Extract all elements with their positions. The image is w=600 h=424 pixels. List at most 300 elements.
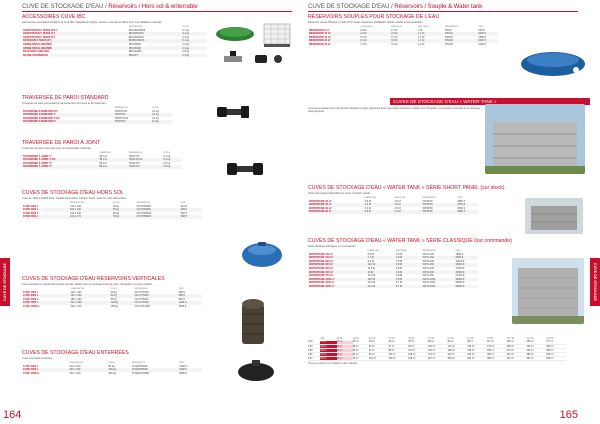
col-header: POIDS xyxy=(110,287,118,290)
cell: CUVE 5000 L xyxy=(23,297,39,301)
cell: WTCL200 xyxy=(422,259,434,263)
grid-cell: 2,29 xyxy=(308,345,320,349)
cell: TRAVERSÉE STANDARD 1"1/2 xyxy=(23,116,60,120)
cell: ADAPTATEUR F S60X6 (3/4") xyxy=(23,28,58,32)
cell: WTCL400 xyxy=(422,267,434,271)
cell: CUVHS5000 xyxy=(136,215,180,219)
cell: WTCL1000 xyxy=(422,278,455,282)
cell: CUVE 3000 L xyxy=(23,211,39,215)
grid-col-header: 3 M xyxy=(320,337,325,340)
grid-cell: 10 m³ xyxy=(320,341,336,345)
left-header-sub: Réservoirs / Hors sol & enterrable xyxy=(108,3,198,10)
grid-cell: 44 m³ xyxy=(389,341,409,345)
cell: ADAPTATEUR F S60X6 (2") xyxy=(23,35,56,39)
cell: 210 x 140 xyxy=(70,211,82,215)
cell: 0,1 kg xyxy=(151,113,172,117)
cell: CUVVT1500 xyxy=(134,290,149,294)
grid-cell: 467 m³ xyxy=(526,357,546,361)
cell: TRAVERSÉE À JOINT 1"1/2 xyxy=(22,158,98,162)
cell: 18,3 M xyxy=(367,278,395,282)
plug-image xyxy=(272,54,284,64)
cell: 78 kg xyxy=(112,215,136,219)
cell: TRAVST2 xyxy=(114,120,151,124)
cell: 10,1 M xyxy=(367,263,395,267)
flexible-tank-image xyxy=(215,22,255,42)
grid-row xyxy=(308,357,566,361)
cell: 1090 € xyxy=(477,32,498,36)
grid-cell: 38 m³ xyxy=(353,345,369,349)
grid-cell: 32 m³ xyxy=(320,357,336,361)
cell: CUVE 1000 L xyxy=(23,204,39,208)
grid-cell: 104 m³ xyxy=(428,345,448,349)
cell: 55900 € xyxy=(455,285,479,289)
cell: 240 x 270 xyxy=(70,305,82,309)
cell: 3,8 M xyxy=(364,199,371,203)
cell: CUVENT5000 xyxy=(131,368,178,372)
table-row xyxy=(22,372,202,376)
grid-cell: 176 m³ xyxy=(487,345,507,349)
grid-cell: 274 m³ xyxy=(507,349,527,353)
cell: TRAVERSÉE À JOINT 3" xyxy=(22,165,98,169)
grid-cell: 267 m³ xyxy=(546,345,566,349)
grid-cell: 389 m³ xyxy=(526,353,546,357)
cell: 210 x 250 xyxy=(70,301,110,305)
cell: CUVENT3000 xyxy=(131,364,148,368)
capacity-table xyxy=(308,337,566,361)
table-row xyxy=(22,165,182,169)
right-side-tab: CUVE DE STOCKAGE xyxy=(590,258,600,306)
table-row xyxy=(308,43,498,47)
cell: WTSP90 xyxy=(422,210,457,214)
cell: 4750 € xyxy=(456,203,478,207)
table-row xyxy=(22,305,202,309)
cell: 120 x 160 xyxy=(70,290,82,294)
section-title: CUVES DE STOCKAGE D'EAU HORS SOL xyxy=(22,190,124,196)
grid-cell: 177 m³ xyxy=(546,341,566,345)
cell: TRAVST112 xyxy=(114,116,129,120)
cell: WATERTANK 60 m³ xyxy=(309,206,332,210)
col-header: RÉFÉRENCE xyxy=(114,106,129,109)
grid-cell: 1,52 xyxy=(308,341,320,345)
grid-cell: 297 m³ xyxy=(467,357,487,361)
col-header: RÉFÉRENCE xyxy=(128,25,143,28)
section-title: RÉSERVOIRS SOUPLES POUR STOCKAGE DE L'EAU xyxy=(308,14,440,20)
cell: TRAVST34 xyxy=(114,109,128,113)
col-header: PRIX xyxy=(178,287,184,290)
cell: RÉSERVOIR 5 m³ xyxy=(309,28,330,32)
grid-cell: 136 m³ xyxy=(507,341,527,345)
grid-cell: 3,05 xyxy=(308,349,320,353)
cell: 89 mm xyxy=(98,165,128,169)
table-row xyxy=(308,285,478,289)
cell: 150 x 200 xyxy=(70,294,110,298)
col-header: POIDS xyxy=(163,151,171,154)
section-watertank-desc xyxy=(308,106,483,113)
section-above-ground xyxy=(22,190,222,219)
grid-cell: 534 m³ xyxy=(546,357,566,361)
col-header: RÉFÉRENCE xyxy=(136,201,151,204)
cell: 240 x 170 xyxy=(69,215,112,219)
cell: 140 kg xyxy=(107,368,130,372)
cell: CUVVT3000 xyxy=(134,294,178,298)
col-header: RÉFÉRENCE xyxy=(131,361,146,364)
cell: 0,1 kg xyxy=(163,154,171,158)
cell: 4,1 M xyxy=(391,43,398,47)
col-header: DIAMÈTRE xyxy=(99,151,111,154)
col-header: POIDS xyxy=(112,201,120,204)
cell: IBCAD60X62 xyxy=(128,35,144,39)
cell: 2,1 kg xyxy=(181,46,207,50)
cell: 3,5 M xyxy=(390,39,417,43)
cell: TRAVERSÉE À JOINT 1" xyxy=(23,154,52,158)
grid-col-header: 4,6 M xyxy=(352,337,359,340)
cell: 1,1 M xyxy=(418,35,425,39)
cell: CUVVT7500 xyxy=(134,301,178,305)
cell: 21,2 M xyxy=(367,285,395,289)
cell: TRAVERSÉE STANDARD 1" xyxy=(22,113,114,117)
grid-col-header: 9,9 M xyxy=(487,337,493,340)
cell: 3,8 M xyxy=(395,270,422,274)
cell: WATERTANK 90 m³ xyxy=(308,210,364,214)
grid-cell: 235 m³ xyxy=(487,349,507,353)
section-wall-standard xyxy=(22,95,212,124)
cell: RSV10 xyxy=(444,32,477,36)
cell: WTCL150 xyxy=(422,256,455,260)
cell: 0,2 kg xyxy=(162,158,182,162)
cell: 5490 € xyxy=(457,206,465,210)
cell: 52 kg xyxy=(110,294,134,298)
cell: 44500 € xyxy=(455,281,465,285)
vertical-table xyxy=(22,287,202,308)
cell: RÉSERVOIR 15 m³ xyxy=(309,35,331,39)
grid-col-header: 6,1 M xyxy=(388,337,395,340)
grid-cell: 63 m³ xyxy=(353,353,369,357)
right-header-main: CUVE DE STOCKAGE D'EAU / xyxy=(308,3,393,10)
cell: WATERTANK 500 m³ xyxy=(308,270,367,274)
cell: 2,5 M xyxy=(394,199,401,203)
section-desc: Traversée de paroi avec joint pour une étanchéité renforcée. xyxy=(22,147,92,150)
section-title: CUVES DE STOCKAGE D'EAU RÉSERVOIRS VERTICALES xyxy=(22,276,165,282)
col-header: LARGEUR xyxy=(391,25,402,28)
wall-standard-table xyxy=(22,106,172,124)
cell: WATERTANK 750 m³ xyxy=(309,274,334,278)
cell: CUVE 10000 L xyxy=(23,305,40,309)
cell: CUVE 10000 L xyxy=(23,371,40,375)
cell: 85 kg xyxy=(110,297,117,301)
cell: 2,5 M xyxy=(393,210,421,214)
cell: WATERTANK 30 m³ xyxy=(309,199,332,203)
cell: 5,7 M xyxy=(395,281,403,285)
cell: 2,9 M xyxy=(360,28,367,32)
right-header-sub: Réservoirs / Souple & Water tank xyxy=(394,3,483,10)
cell: RÉSERVOIR 30 m³ xyxy=(309,43,331,47)
cell: 13 M xyxy=(367,270,395,274)
cell: 120 kg xyxy=(110,301,134,305)
cell: WTSP60 xyxy=(422,206,433,210)
grid-col-header: 12,2 M xyxy=(546,337,554,340)
cell: 4,6 M xyxy=(364,203,394,207)
section-wall-joint xyxy=(22,140,212,169)
grid-cell: 352 m³ xyxy=(487,357,507,361)
left-header xyxy=(22,3,198,10)
cell: CUVE 2000 L xyxy=(22,208,69,212)
left-page-number: 164 xyxy=(3,409,22,421)
grid-cell: 445 m³ xyxy=(546,353,566,357)
grid-cell: 17 m³ xyxy=(337,341,353,345)
section-desc: Cuve verticale en polyéthylène haute densité. Idéale pour le stockage d'eau de pluie, d'irrigation ou d'eau potable. xyxy=(22,283,153,286)
cell: 0,1 kg xyxy=(181,32,207,36)
grid-col-header: 11,4 M xyxy=(526,337,534,340)
wall-passage-image xyxy=(215,103,251,121)
col-header: DIMENSIONS xyxy=(70,201,84,204)
blue-tank-image xyxy=(240,240,284,270)
right-page-number: 165 xyxy=(559,409,578,421)
grid-cell: 411 m³ xyxy=(507,357,527,361)
col-header: HAUTEUR xyxy=(394,196,406,199)
cell: IBCFILT xyxy=(128,54,181,58)
grid-cell: 69 m³ xyxy=(428,341,448,345)
cell: CUVVT10000 xyxy=(134,305,151,309)
grid-cell: 50 m³ xyxy=(353,349,369,353)
cell: 0,2 kg xyxy=(151,116,159,120)
col-header: POIDS xyxy=(182,25,190,28)
ibc-table xyxy=(22,25,207,57)
table-row xyxy=(22,215,202,219)
cell: IBCBOU60X6 xyxy=(128,39,181,43)
grid-cell: 3,81 xyxy=(308,353,320,357)
col-header: RÉFÉRENCE xyxy=(445,25,459,28)
cell: WATERTANK 200 m³ xyxy=(309,259,334,263)
cell: 1245 € xyxy=(178,301,202,305)
grid-cell: 101 m³ xyxy=(369,357,389,361)
section-desc: Cuve de 1000 à 10000 litres. Qualité alimentaire. Couleur bleue, verte ou noire disponibles. xyxy=(22,197,127,200)
adapter-image xyxy=(254,53,268,65)
grid-cell: 43 m³ xyxy=(337,353,353,357)
col-header: DIMENSIONS xyxy=(69,361,84,364)
col-header: POIDS xyxy=(108,361,116,364)
cell: 11,6 M xyxy=(367,267,376,271)
cell: 1,1 M xyxy=(417,32,444,36)
cell: CUVE 1500 L xyxy=(23,290,39,294)
cell: 489 € xyxy=(180,208,202,212)
cell: 60 mm xyxy=(99,161,108,165)
vertical-tank-image xyxy=(238,296,268,346)
section-title: CUVES DE STOCKAGE D'EAU « WATER TANK » SÉRIE CLASSIQUE (sur commande) xyxy=(308,238,512,244)
grid-cell: 67 m³ xyxy=(389,345,409,349)
grid-cell: 4,57 xyxy=(308,357,320,361)
cell: TRAVJT3 xyxy=(128,165,162,169)
cell: TRAVERSÉE À JOINT 2" xyxy=(23,161,52,165)
grid-cell: 50 m³ xyxy=(369,345,389,349)
cell: 3,8 M xyxy=(395,259,403,263)
col-header: POIDS xyxy=(151,106,159,109)
capacity-grid xyxy=(308,337,566,365)
cell: CUVE 5000 L xyxy=(22,215,69,219)
cell: CUVE 7500 L xyxy=(22,301,70,305)
section-title: CUVES DE STOCKAGE D'EAU « WATER TANK » SÉRIE SHORT PANEL (sur stock) xyxy=(308,185,505,191)
grid-cell: 166 m³ xyxy=(408,357,428,361)
cell: 18 kg xyxy=(112,204,119,208)
cell: 0,1 kg xyxy=(181,39,207,43)
cell: 3,8 M xyxy=(395,274,403,278)
valve-image xyxy=(222,50,244,66)
section-buried xyxy=(22,350,222,375)
cell: RSV20 xyxy=(444,39,477,43)
grid-cell: 25 m³ xyxy=(353,341,369,345)
cell: 1,2 M xyxy=(418,43,425,47)
cell: 2,4 M xyxy=(391,28,398,32)
cell: CUVHS1000 xyxy=(136,204,151,208)
col-header: PRIX xyxy=(455,249,461,252)
cell: 1,1 M xyxy=(417,39,444,43)
cell: WTSP45 xyxy=(422,203,457,207)
cell: 5,3 M xyxy=(364,206,371,210)
cell: 260 kg xyxy=(108,371,116,375)
cell: 2,9 M xyxy=(390,32,417,36)
col-header: LONGUEUR xyxy=(360,25,373,28)
grid-cell: 138 m³ xyxy=(428,349,448,353)
cell: 385 € xyxy=(178,290,185,294)
cell: CUVHS2000 xyxy=(136,208,180,212)
cell: RÉSERVOIR 20 m³ xyxy=(308,39,359,43)
cell: 3,8 M xyxy=(395,256,422,260)
cell: 0,1 kg xyxy=(182,28,190,32)
short-panel-table xyxy=(308,196,478,214)
grid-cell: 111 m³ xyxy=(408,349,428,353)
cell: 5,8 M xyxy=(367,252,374,256)
cell: 7,3 M xyxy=(360,43,367,47)
cell: RSV30 xyxy=(445,43,453,47)
cell: 1,2 kg xyxy=(182,43,190,47)
cell: 7850 € xyxy=(455,252,464,256)
cell: 2,5 M xyxy=(394,206,401,210)
cell: BOUCHON F S60X6 (2") xyxy=(22,39,128,43)
cell: WATERTANK 1500 m³ xyxy=(309,281,335,285)
section-banner: CUVES DE STOCKAGE D'EAU « WATER-TANK » xyxy=(390,98,590,105)
grid-cell: 311 m³ xyxy=(526,349,546,353)
grid-cell: 55 m³ xyxy=(408,341,428,345)
grid-note: Tous les volumes sont indiqués à titre indicatif. xyxy=(308,362,358,365)
grid-cell: 76 m³ xyxy=(353,357,369,361)
cell: 180 x 230 xyxy=(70,297,82,301)
col-header: PRIX xyxy=(457,196,463,199)
grid-cell: 33 m³ xyxy=(369,341,389,345)
col-header: PRIX xyxy=(478,25,484,28)
cell: 3890 € xyxy=(457,199,465,203)
cell: 1380 € xyxy=(478,35,486,39)
cell: 3,8 M xyxy=(395,278,422,282)
right-header-rule xyxy=(308,11,578,12)
grid-cell: 84 m³ xyxy=(369,353,389,357)
grid-col-header: 7,6 M xyxy=(427,337,434,340)
flexible-bladder-image xyxy=(518,42,588,78)
buried-table xyxy=(22,361,202,375)
cell: 15,9 M xyxy=(367,274,376,278)
section-desc: Série classique fabriquée sur commande. xyxy=(308,245,356,248)
section-title: CUVES DE STOCKAGE D'EAU ENTERRÉES xyxy=(22,350,129,356)
section-desc: Réservoir souple fabriqué en toile PVC haute résistance. Installation rapide, pliable et transportable. xyxy=(308,21,423,24)
cell: 6,8 M xyxy=(364,210,394,214)
grid-cell: 207 m³ xyxy=(428,357,448,361)
cell: 0,2 kg xyxy=(182,35,190,39)
cell: 27400 € xyxy=(455,274,465,278)
grid-cell: 133 m³ xyxy=(389,357,409,361)
cell: 20900 € xyxy=(455,270,479,274)
cell: WTCL100 xyxy=(422,252,434,256)
buried-tank-image xyxy=(236,358,276,382)
cell: IBCAD60X61 xyxy=(128,32,181,36)
cell: WATERTANK 400 m³ xyxy=(309,267,334,271)
grid-cell: 27 m³ xyxy=(320,353,336,357)
cell: 240 x 190 xyxy=(68,368,107,372)
grid-cell: 89 m³ xyxy=(389,349,409,353)
cell: 1590 € xyxy=(178,305,187,309)
grid-cell: 253 m³ xyxy=(448,357,468,361)
cell: 3,8 M xyxy=(395,263,422,267)
grid-cell: 342 m³ xyxy=(507,353,527,357)
col-header: DIAMÈTRE xyxy=(364,196,376,199)
right-page xyxy=(300,0,600,424)
cell: 210 x 160 xyxy=(69,364,81,368)
grid-cell: 211 m³ xyxy=(448,353,468,357)
cell: 0,5 kg xyxy=(162,165,182,169)
cell: 165 kg xyxy=(110,305,119,309)
cell: CUVE 5000 L xyxy=(22,368,68,372)
cell: VANNE PAPILLON DN80 xyxy=(22,46,128,50)
cell: WTCL500 xyxy=(422,270,455,274)
cell: 18,3 M xyxy=(367,281,376,285)
grid-cell: 21 m³ xyxy=(320,349,336,353)
grid-cell: 52 m³ xyxy=(337,357,353,361)
cell: 6,1 M xyxy=(359,39,390,43)
classic-table xyxy=(308,249,478,288)
table-row xyxy=(22,120,172,124)
grid-cell: 16 m³ xyxy=(320,345,336,349)
cell: 0,5 kg xyxy=(182,50,190,54)
grid-cell: 34 m³ xyxy=(337,349,353,353)
cell: WTSP30 xyxy=(422,199,433,203)
cell: 30 kg xyxy=(110,290,117,294)
col-header: DIMENSIONS xyxy=(70,287,85,290)
table-row xyxy=(22,54,207,58)
col-header: PRIX xyxy=(180,201,186,204)
cell: 0,1 kg xyxy=(151,109,159,113)
grid-cell: 205 m³ xyxy=(507,345,527,349)
cell: WATERTANK 2000 m³ xyxy=(308,285,367,289)
grid-col-header: 6,8 M xyxy=(408,337,415,340)
joint-passage-image xyxy=(225,160,265,178)
cell: IBCVAN50 xyxy=(128,43,141,47)
section-desc: Cuve enterrable renforcée. xyxy=(22,357,53,360)
grid-col-header: 3,8 M xyxy=(336,337,343,340)
grid-cell: 234 m³ xyxy=(526,345,546,349)
cell: 35 kg xyxy=(112,208,136,212)
grid-cell: 84 m³ xyxy=(448,341,468,345)
section-desc: Cuve de stockage d'eau de grande capacité en acier galvanisé avec membrane intérieure. Idéale pour l'irrigation, la protection incendie et le stockage d'eau agricole. xyxy=(308,107,480,114)
cell: 4,2 M xyxy=(359,32,390,36)
cell: TRAVERSÉE STANDARD 2" xyxy=(22,120,114,124)
cell: 0,3 kg xyxy=(151,120,172,124)
grid-cell: 198 m³ xyxy=(467,349,487,353)
cell: CUVENT10000 xyxy=(131,371,150,375)
classic-tank-photo xyxy=(512,258,584,324)
cell: WTCL750 xyxy=(422,274,434,278)
cell: 652 € xyxy=(180,211,187,215)
cell: 1 M xyxy=(418,28,423,32)
left-side-tab: CUVE DE STOCKAGE xyxy=(0,258,10,306)
cell: 0,3 kg xyxy=(163,161,171,165)
section-title: TRAVERSÉE DE PAROI STANDARD xyxy=(22,95,109,101)
